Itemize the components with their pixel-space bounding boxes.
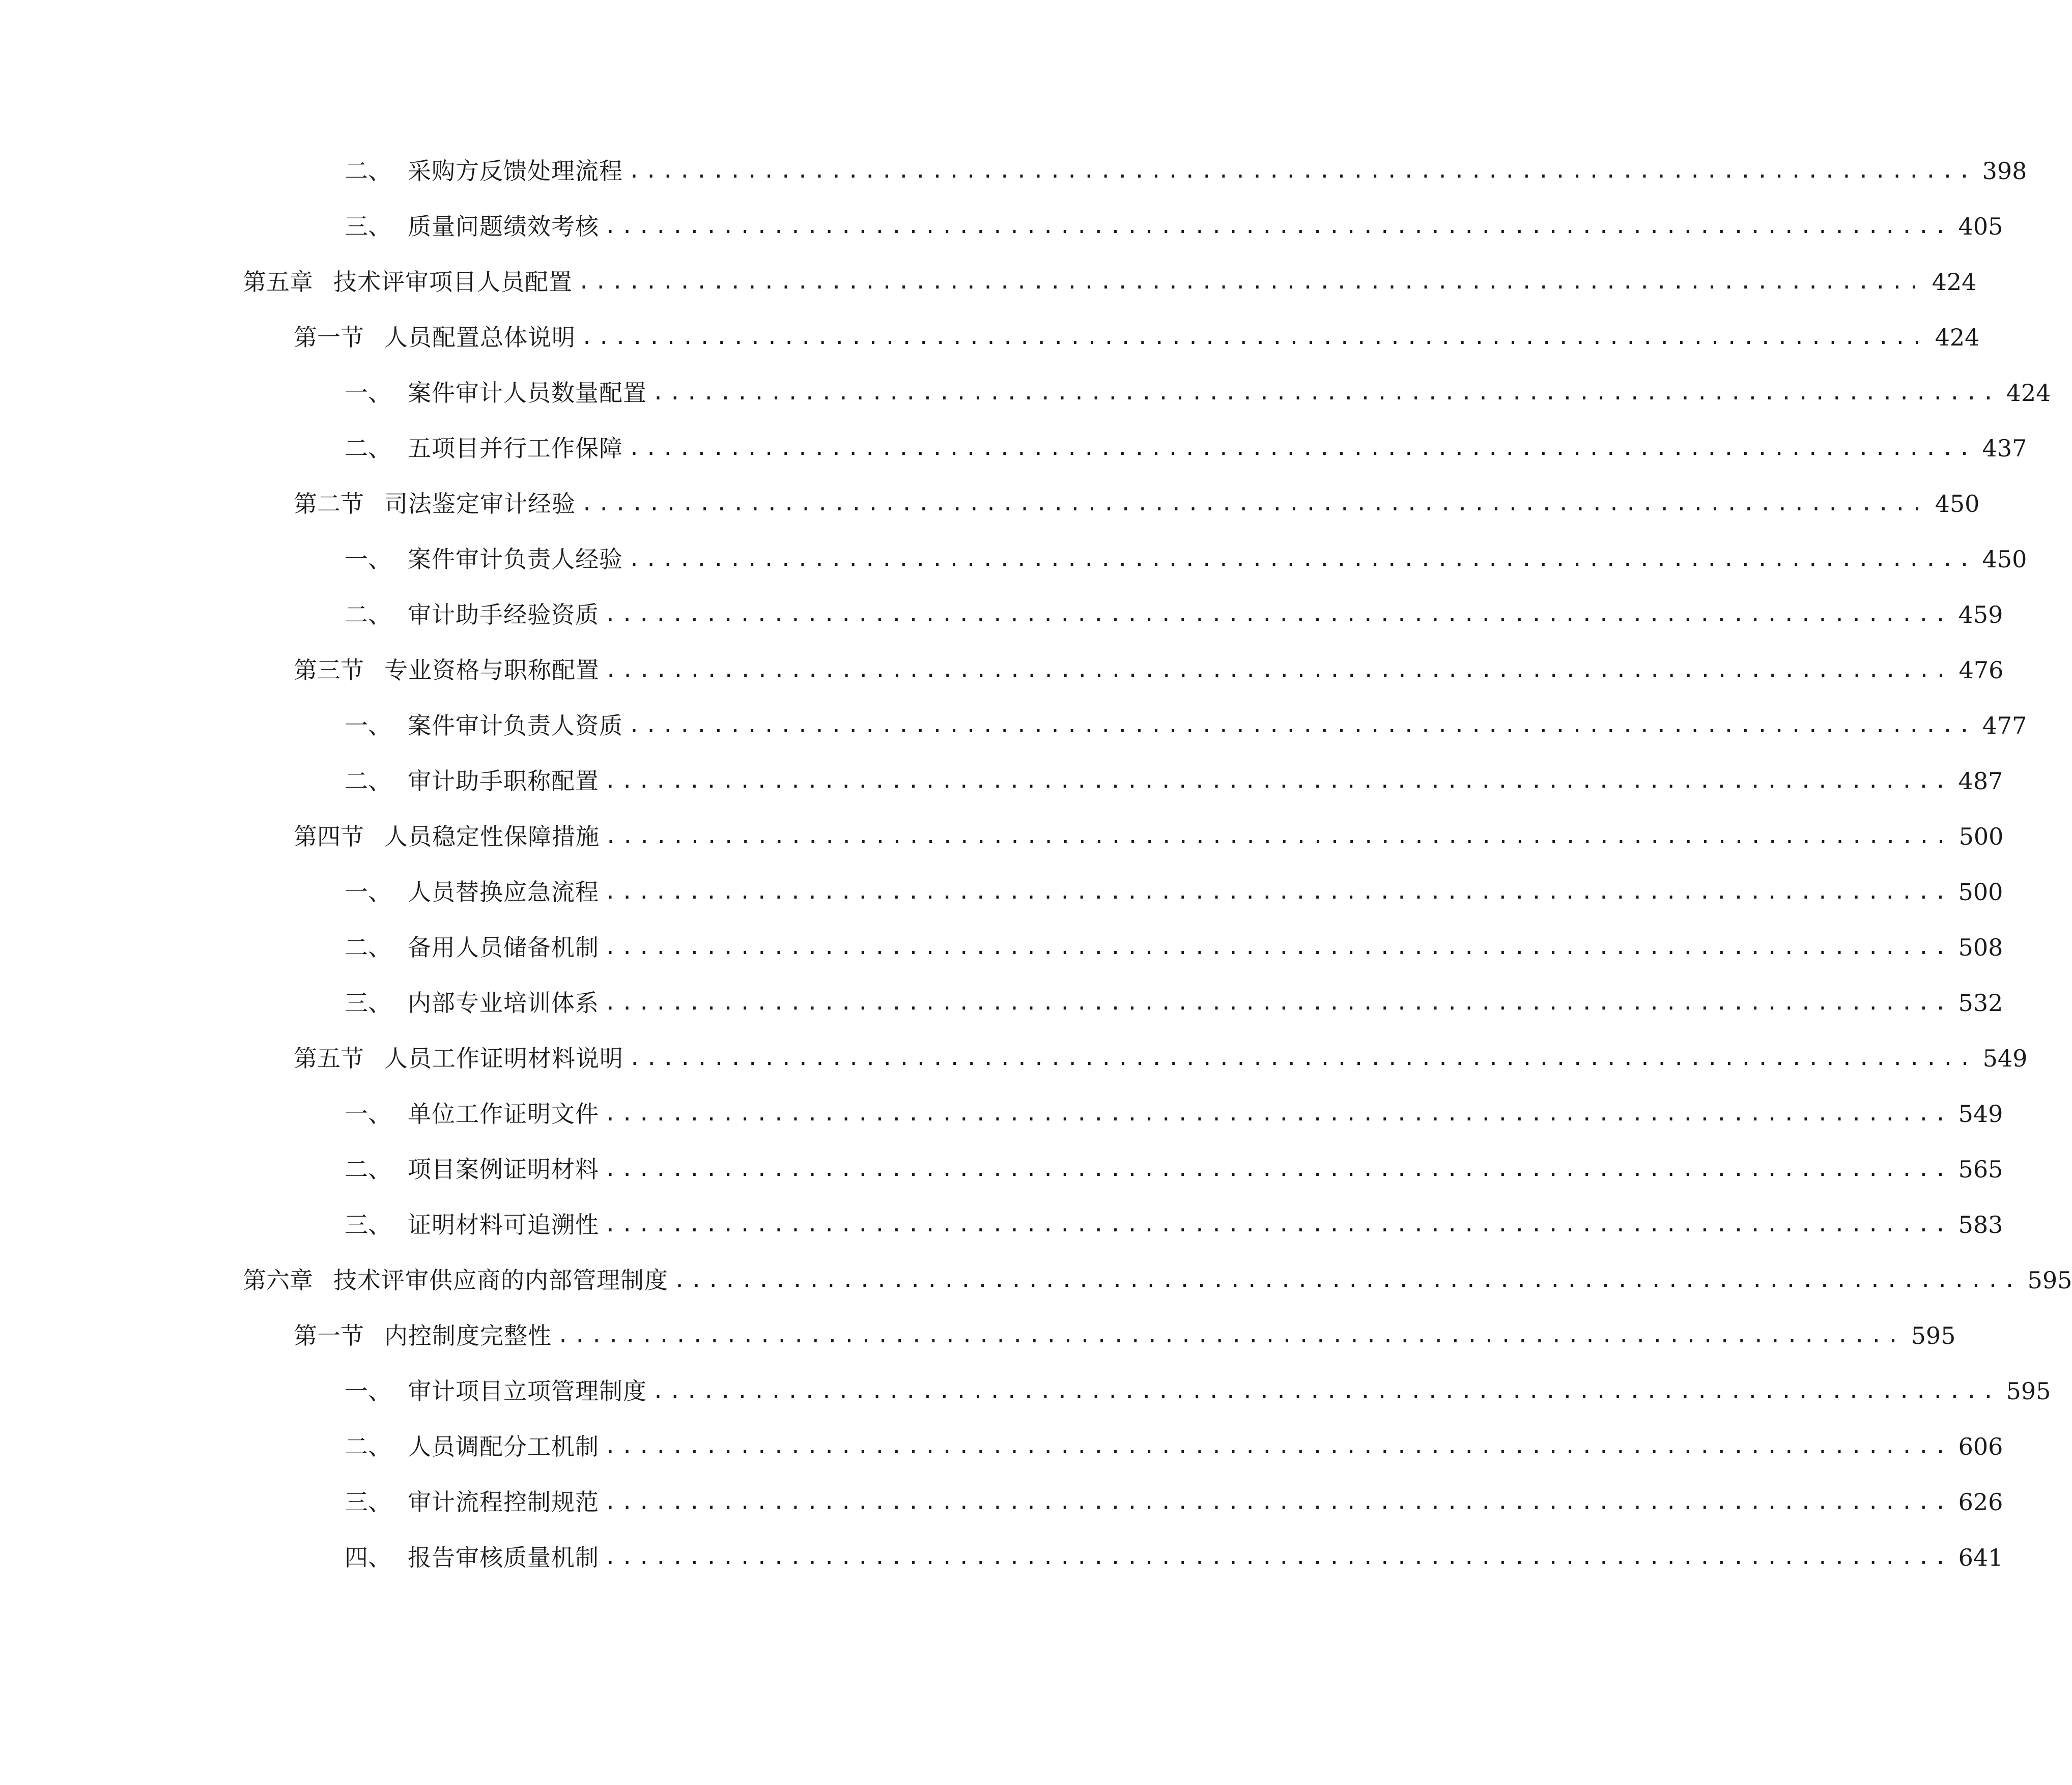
toc-entry-number: 一、: [345, 878, 391, 906]
toc-entry-title: 案件审计负责人经验: [408, 545, 623, 573]
toc-entry-title: 项目案例证明材料: [408, 1156, 599, 1183]
toc-entry[interactable]: [345, 428, 2027, 469]
toc-leader-dots: ................................................................................: [604, 1546, 1951, 1569]
toc-entry[interactable]: [345, 151, 2027, 191]
toc-entry-page: 459: [1958, 601, 2003, 628]
toc-entry-number: 一、: [345, 379, 391, 407]
toc-leader-dots: ................................................................................: [628, 159, 1975, 183]
toc-entry-number: 第六章: [243, 1266, 313, 1294]
toc-entry[interactable]: [345, 1537, 2003, 1578]
toc-section-entry[interactable]: [294, 1315, 1956, 1356]
toc-entry[interactable]: [345, 594, 2003, 635]
toc-entry-page: 508: [1958, 934, 2003, 961]
toc-entry-page: 450: [1982, 545, 2027, 573]
toc-entry-title: 案件审计人员数量配置: [408, 379, 647, 407]
toc-entry-title: 人员配置总体说明: [384, 324, 576, 351]
toc-entry-number: 第一节: [294, 324, 364, 351]
toc-section-entry[interactable]: [294, 650, 2004, 690]
toc-entry-title: 审计项目立项管理制度: [408, 1377, 647, 1405]
toc-entry-page: 398: [1982, 157, 2027, 185]
toc-leader-dots: ................................................................................: [604, 1490, 1951, 1514]
toc-leader-dots: ................................................................................: [604, 769, 1951, 793]
toc-entry-title: 人员调配分工机制: [408, 1433, 599, 1460]
toc-entry-number: 第二节: [294, 490, 364, 517]
toc-leader-dots: ................................................................................: [628, 548, 1975, 571]
toc-entry-title: 五项目并行工作保障: [408, 435, 623, 462]
toc-leader-dots: ................................................................................: [557, 1324, 1904, 1347]
toc-entry-number: 第五节: [294, 1045, 364, 1072]
toc-leader-dots: ................................................................................: [605, 825, 1952, 848]
toc-leader-dots: ................................................................................: [604, 215, 1951, 238]
toc-leader-dots: ................................................................................: [578, 270, 1925, 294]
toc-entry-title: 案件审计负责人资质: [408, 712, 623, 739]
toc-entry-page: 595: [2006, 1377, 2051, 1405]
toc-entry-title: 证明材料可追溯性: [408, 1211, 599, 1239]
toc-entry[interactable]: [345, 372, 2051, 413]
toc-entry-title: 审计流程控制规范: [408, 1488, 599, 1516]
toc-entry-page: 437: [1982, 435, 2027, 462]
toc-leader-dots: ................................................................................: [604, 936, 1951, 959]
toc-leader-dots: ................................................................................: [605, 658, 1952, 682]
toc-leader-dots: ................................................................................: [629, 1047, 1976, 1070]
toc-chapter-entry[interactable]: [243, 262, 1977, 302]
toc-entry[interactable]: [345, 705, 2027, 746]
toc-entry[interactable]: [345, 1371, 2051, 1412]
toc-leader-dots: ................................................................................: [581, 492, 1928, 515]
toc-entry-number: 三、: [345, 1488, 391, 1516]
toc-entry-page: 595: [1911, 1322, 1956, 1349]
toc-entry-number: 二、: [345, 767, 391, 795]
toc-entry-title: 技术评审项目人员配置: [333, 268, 573, 296]
toc-entry-title: 司法鉴定审计经验: [384, 490, 576, 517]
toc-leader-dots: ................................................................................: [652, 1379, 1999, 1403]
toc-entry-title: 人员替换应急流程: [408, 878, 599, 906]
toc-entry-number: 四、: [345, 1544, 391, 1571]
toc-entry-page: 500: [1959, 823, 2004, 850]
toc-entry-page: 549: [1982, 1045, 2028, 1072]
toc-entry-page: 565: [1958, 1156, 2003, 1183]
toc-entry[interactable]: [345, 1482, 2003, 1522]
toc-entry-title: 人员稳定性保障措施: [384, 823, 600, 850]
toc-entry-page: 476: [1959, 656, 2004, 684]
toc-entry-page: 626: [1958, 1488, 2003, 1516]
toc-entry-number: 三、: [345, 1211, 391, 1239]
toc-entry[interactable]: [345, 1149, 2003, 1190]
toc-entry-title: 专业资格与职称配置: [384, 656, 600, 684]
toc-leader-dots: ................................................................................: [604, 1213, 1951, 1236]
toc-leader-dots: ................................................................................: [604, 603, 1951, 626]
toc-section-entry[interactable]: [294, 317, 1980, 358]
toc-leader-dots: ................................................................................: [628, 714, 1975, 737]
toc-entry-title: 内部专业培训体系: [408, 989, 599, 1017]
toc-entry-page: 424: [2006, 379, 2051, 407]
toc-entry-number: 二、: [345, 1156, 391, 1183]
toc-entry-page: 641: [1958, 1544, 2003, 1571]
toc-entry-page: 500: [1958, 878, 2003, 906]
toc-entry-number: 第三节: [294, 656, 364, 684]
toc-entry-page: 583: [1958, 1211, 2003, 1239]
toc-entry-page: 606: [1958, 1433, 2003, 1460]
toc-entry-title: 报告审核质量机制: [408, 1544, 599, 1571]
toc-leader-dots: ................................................................................: [604, 1435, 1951, 1458]
toc-entry[interactable]: [345, 761, 2003, 801]
toc-chapter-entry[interactable]: [243, 1260, 2072, 1301]
toc-leader-dots: ................................................................................: [581, 326, 1928, 349]
toc-entry-number: 二、: [345, 157, 391, 185]
toc-entry-page: 450: [1935, 490, 1980, 517]
toc-entry-page: 424: [1932, 268, 1977, 296]
toc-entry[interactable]: [345, 872, 2003, 912]
toc-leader-dots: ................................................................................: [652, 381, 1999, 405]
toc-section-entry[interactable]: [294, 483, 1980, 524]
toc-entry[interactable]: [345, 927, 2003, 968]
toc-entry-page: 477: [1982, 712, 2027, 739]
toc-entry-number: 三、: [345, 989, 391, 1017]
toc-entry-page: 549: [1958, 1100, 2003, 1128]
toc-entry[interactable]: [345, 206, 2003, 247]
toc-entry-number: 一、: [345, 1377, 391, 1405]
toc-leader-dots: ................................................................................: [604, 1102, 1951, 1126]
toc-entry-title: 内控制度完整性: [384, 1322, 552, 1349]
toc-entry-number: 二、: [345, 934, 391, 961]
toc-leader-dots: ................................................................................: [673, 1269, 2021, 1292]
toc-entry-number: 一、: [345, 545, 391, 573]
toc-entry-number: 三、: [345, 213, 391, 240]
toc-entry-number: 二、: [345, 601, 391, 628]
toc-entry-title: 单位工作证明文件: [408, 1100, 599, 1128]
toc-entry-number: 一、: [345, 1100, 391, 1128]
toc-entry-number: 二、: [345, 1433, 391, 1460]
toc-entry-number: 二、: [345, 435, 391, 462]
toc-entry-page: 405: [1958, 213, 2003, 240]
toc-entry[interactable]: [345, 1093, 2003, 1134]
toc-entry-page: 424: [1935, 324, 1980, 351]
toc-entry-title: 备用人员储备机制: [408, 934, 599, 961]
toc-entry[interactable]: [345, 539, 2027, 580]
toc-leader-dots: ................................................................................: [604, 991, 1951, 1015]
toc-entry-number: 第一节: [294, 1322, 364, 1349]
toc-entry-number: 一、: [345, 712, 391, 739]
toc-leader-dots: ................................................................................: [628, 437, 1975, 460]
toc-entry-number: 第四节: [294, 823, 364, 850]
toc-entry-page: 532: [1958, 989, 2003, 1017]
toc-entry[interactable]: [345, 1204, 2003, 1245]
toc-entry-title: 质量问题绩效考核: [408, 213, 599, 240]
toc-section-entry[interactable]: [294, 816, 2004, 857]
toc-entry[interactable]: [345, 1426, 2003, 1467]
toc-section-entry[interactable]: [294, 1038, 2028, 1079]
toc-entry-title: 技术评审供应商的内部管理制度: [333, 1266, 668, 1294]
toc-entry-title: 采购方反馈处理流程: [408, 157, 623, 185]
toc-entry[interactable]: [345, 983, 2003, 1023]
toc-entry-title: 审计助手职称配置: [408, 767, 599, 795]
toc-leader-dots: ................................................................................: [604, 880, 1951, 904]
toc-entry-title: 人员工作证明材料说明: [384, 1045, 623, 1072]
toc-leader-dots: ................................................................................: [604, 1158, 1951, 1181]
toc-entry-title: 审计助手经验资质: [408, 601, 599, 628]
toc-entry-page: 595: [2027, 1266, 2072, 1294]
toc-entry-number: 第五章: [243, 268, 313, 296]
toc-entry-page: 487: [1958, 767, 2003, 795]
